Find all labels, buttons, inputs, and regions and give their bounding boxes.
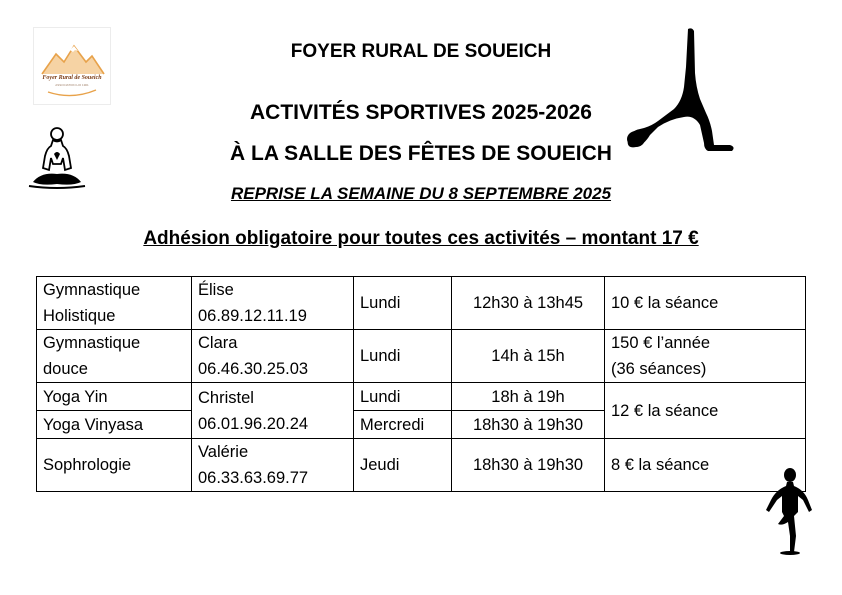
page-title: ACTIVITÉS SPORTIVES 2025-2026 xyxy=(250,101,592,124)
time-cell: 12h30 à 13h45 xyxy=(452,277,605,330)
price-text: (36 séances) xyxy=(611,360,707,378)
instructor-cell xyxy=(192,383,354,439)
day-cell: Lundi xyxy=(354,330,452,383)
price-text: 8 € la séance xyxy=(611,456,710,474)
meditation-silhouette-icon xyxy=(27,124,87,194)
logo-subtext: ASSOCIATION LOI 1901 xyxy=(55,83,89,87)
activities-schedule-table xyxy=(36,276,806,492)
activity-cell xyxy=(37,330,192,383)
club-name: FOYER RURAL DE SOUEICH xyxy=(290,41,552,62)
table-row xyxy=(37,277,806,330)
instructor-cell xyxy=(192,330,354,383)
instructor-phone: 06.46.30.25.03 xyxy=(198,360,309,378)
instructor-name: Christel xyxy=(198,388,254,407)
activity-cell: Yoga Vinyasa xyxy=(37,411,192,439)
yoga-bridge-pose-silhouette-icon xyxy=(624,27,740,155)
instructor-phone: 06.01.96.20.24 xyxy=(198,414,309,433)
table-row xyxy=(37,330,806,383)
time-cell: 14h à 15h xyxy=(452,330,605,383)
table-row xyxy=(37,383,806,411)
activity-cell xyxy=(37,277,192,330)
time-cell: 18h à 19h xyxy=(452,383,605,411)
logo-text: Foyer Rural de Soueich xyxy=(42,75,102,81)
day-cell: Mercredi xyxy=(354,411,452,439)
day-cell: Lundi xyxy=(354,383,452,411)
instructor-phone: 06.33.63.69.77 xyxy=(198,469,309,487)
instructor-phone: 06.89.12.11.19 xyxy=(198,307,307,325)
time-cell: 18h30 à 19h30 xyxy=(452,439,605,492)
instructor-cell xyxy=(192,439,354,492)
activity-name: Gymnastique xyxy=(43,334,141,352)
instructor-name: Valérie xyxy=(198,443,249,461)
price-cell xyxy=(605,439,806,492)
day-cell: Jeudi xyxy=(354,439,452,492)
activity-cell: Yoga Yin xyxy=(37,383,192,411)
page-subtitle: À LA SALLE DES FÊTES DE SOUEICH xyxy=(230,142,612,165)
price-text: 150 € l’année xyxy=(611,334,711,352)
foyer-rural-logo xyxy=(33,27,111,105)
reprise-notice: REPRISE LA SEMAINE DU 8 SEPTEMBRE 2025 xyxy=(230,184,612,203)
instructor-name: Clara xyxy=(198,334,238,352)
price-cell xyxy=(605,277,806,330)
price-text: 10 € la séance xyxy=(611,294,719,312)
table-row xyxy=(37,439,806,492)
price-text: 12 € la séance xyxy=(611,401,719,420)
price-cell xyxy=(605,383,806,439)
day-cell: Lundi xyxy=(354,277,452,330)
activity-cell: Sophrologie xyxy=(37,439,192,492)
instructor-cell xyxy=(192,277,354,330)
time-cell: 18h30 à 19h30 xyxy=(452,411,605,439)
activity-name: Gymnastique xyxy=(43,281,141,299)
activity-name: Holistique xyxy=(43,307,116,325)
adhesion-notice: Adhésion obligatoire pour toutes ces activités – montant 17 € xyxy=(143,228,699,249)
mountain-logo-icon xyxy=(34,28,110,104)
price-cell xyxy=(605,330,806,383)
activity-name: douce xyxy=(43,360,88,378)
instructor-name: Élise xyxy=(198,281,234,299)
